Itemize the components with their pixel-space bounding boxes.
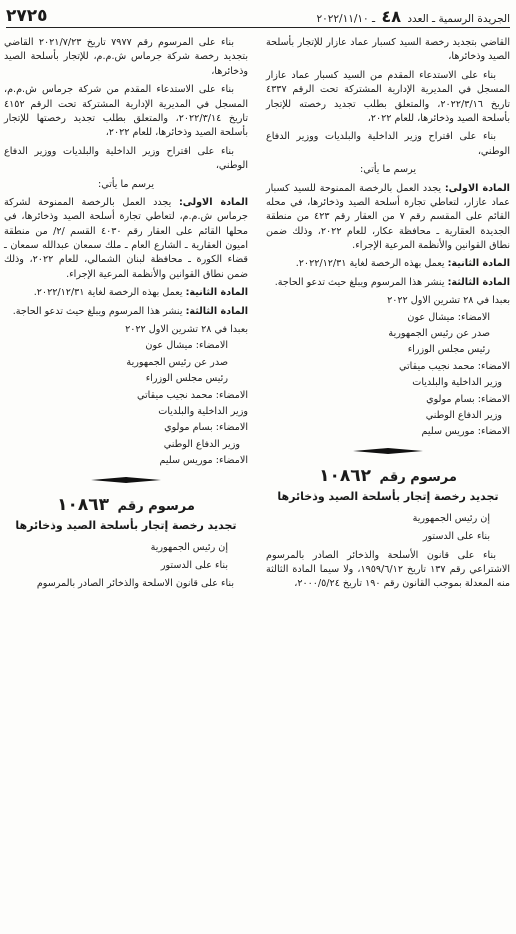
interior-signature: الامضاء: بسام مولوي bbox=[426, 393, 510, 405]
preamble-2: بناء على الاستدعاء المقدم من السيد كسبار عماد عازار المسجل في المديرية الإدارية المشتركة تحت الرقم ٤٣٣٧ تاريخ ٢٠٢٢/٣/١٦، والمتعلق بطلب تجديد رخصته للإتجار بأسلحة الصيد وذخائرها، للعام ٢٠٢٢، bbox=[266, 69, 511, 124]
pm-signature: الامضاء: محمد نجيب ميقاتي bbox=[137, 389, 248, 401]
decree-number: ١٠٨٦٢ bbox=[319, 465, 372, 486]
decree-subject: تجديد رخصة إتجار بأسلحة الصيد وذخائرها bbox=[277, 490, 499, 504]
decree-title bbox=[4, 493, 248, 519]
issue-number: ٤٨ bbox=[381, 6, 401, 26]
decree-label: مرسوم رقم bbox=[379, 469, 457, 485]
signing-date: بعبدا في ٢٨ تشرين الاول ٢٠٢٢ bbox=[387, 295, 510, 307]
gazette-info bbox=[316, 5, 510, 29]
decree-subject: تجديد رخصة إتجار بأسلحة الصيد وذخائرها bbox=[15, 519, 237, 533]
article-2-label: المادة الثانية: bbox=[185, 287, 248, 299]
decree-formula: يرسم ما يأتي: bbox=[97, 178, 155, 190]
article-2-text: يعمل بهذه الرخصة لغاية ٢٠٢٢/١٢/٣١. bbox=[295, 258, 445, 270]
issued-by: صدر عن رئيس الجمهورية bbox=[388, 328, 490, 340]
decree-label: مرسوم رقم bbox=[117, 498, 195, 514]
article-3-text: ينشر هذا المرسوم ويبلغ حيث تدعو الحاجة. bbox=[274, 276, 445, 288]
article-1-label: المادة الاولى: bbox=[178, 196, 248, 208]
article-2-text: يعمل بهذه الرخصة لغاية ٢٠٢٢/١٢/٣١. bbox=[33, 287, 183, 299]
decree-number: ١٠٨٦٣ bbox=[57, 494, 110, 515]
article-2-label: المادة الثانية: bbox=[447, 258, 510, 270]
pm-title: رئيس مجلس الوزراء bbox=[145, 373, 228, 385]
issue-date: ـ ٢٠٢٢/١١/١٠ bbox=[316, 12, 376, 25]
gazette-name: الجريدة الرسمية ـ العدد bbox=[407, 12, 510, 25]
separator-icon bbox=[353, 448, 423, 454]
preamble-2: بناء على الاستدعاء المقدم من شركة جرماس ش.م.م، المسجل في المديرية الإدارية المشتركة تحت الرقم ٤١٥٢ تاريخ ٢٠٢٢/٣/١٤، والمتعلق بطلب تجديد رخصتها للإتجار بأسلحة الصيد وذخائرها، للعام ٢٠٢٢، bbox=[4, 84, 248, 139]
new-decree-line-1: إن رئيس الجمهورية bbox=[412, 512, 490, 524]
page-header bbox=[6, 6, 510, 28]
preamble-3: بناء على اقتراح وزير الداخلية والبلديات ووزير الدفاع الوطني، bbox=[266, 131, 510, 157]
preamble-1: القاضي بتجديد رخصة السيد كسبار عماد عازار للإتجار بأسلحة الصيد وذخائرها، bbox=[266, 37, 510, 63]
preamble-3: بناء على اقتراح وزير الداخلية والبلديات ووزير الدفاع الوطني، bbox=[4, 145, 248, 172]
new-decree-line-1: إن رئيس الجمهورية bbox=[150, 541, 228, 553]
article-1 bbox=[4, 196, 248, 282]
defense-signature: الامضاء: موريس سليم bbox=[421, 426, 510, 438]
article-3 bbox=[266, 276, 510, 290]
article-3-label: المادة الثالثة: bbox=[447, 276, 510, 288]
new-decree-line-2: بناء على الدستور bbox=[422, 531, 490, 543]
new-decree-line-2: بناء على الدستور bbox=[160, 559, 228, 571]
defense-signature: الامضاء: موريس سليم bbox=[159, 455, 248, 467]
article-3-label: المادة الثالثة: bbox=[185, 305, 248, 317]
new-decree-line-3: بناء على قانون الاسلحة والذخائر الصادر بالمرسوم bbox=[36, 578, 234, 590]
article-2 bbox=[266, 257, 510, 271]
page-number: ٢٧٢٥ bbox=[6, 5, 48, 26]
signing-date: بعبدا في ٢٨ تشرين الاول ٢٠٢٢ bbox=[125, 324, 248, 336]
article-1-text: يجدد العمل بالرخصة الممنوحة للسيد كسبار عماد عازار، لتعاطي تجارة أسلحة الصيد وذخائرها، في محله القائم على المقسم رقم ٧ من العقار رقم ٤٢٣ من منطقة الجديدة العقارية ـ محافظة عكار، للعام ٢٠٢٢، وذلك ضمن نطاق القوانين والأنظمة المرعية الإجراء. bbox=[266, 182, 511, 252]
defense-title: وزير الدفاع الوطني bbox=[163, 438, 240, 450]
article-2 bbox=[4, 286, 248, 300]
president-signature: الامضاء: ميشال عون bbox=[407, 311, 490, 323]
article-1-text: يجدد العمل بالرخصة الممنوحة لشركة جرماس ش.م.م، لتعاطي تجارة أسلحة الصيد وذخائرها، في محلها القائم على العقار رقم ٤٠٣٠ القسم /٢/ من منطقة اميون العقارية ـ الشارع العام ـ ملك سمعان عبدالله سمعان ـ قضاء الكورة ـ محافظة لبنان الشمالي، للعام ٢٠٢٢، وذلك ضمن نطاق القوانين والأنظمة المرعية الإجراء. bbox=[4, 196, 249, 280]
article-1 bbox=[266, 182, 510, 254]
preamble-1: بناء على المرسوم رقم ٧٩٧٧ تاريخ ٢٠٢١/٧/٢٣ القاضي بتجديد رخصة شركة جرماس ش.م.م، للإتجار بأسلحة الصيد وذخائرها، bbox=[4, 37, 248, 77]
interior-title: وزير الداخلية والبلديات bbox=[158, 405, 248, 417]
decree-title bbox=[266, 464, 510, 490]
article-3-text: ينشر هذا المرسوم ويبلغ حيث تدعو الحاجة. bbox=[12, 305, 183, 317]
interior-title: وزير الداخلية والبلديات bbox=[412, 377, 502, 389]
decree-formula: يرسم ما يأتي: bbox=[359, 164, 417, 176]
article-3 bbox=[4, 305, 248, 319]
separator-icon bbox=[91, 477, 161, 483]
interior-signature: الامضاء: بسام مولوي bbox=[164, 422, 248, 434]
right-column bbox=[266, 36, 510, 596]
pm-title: رئيس مجلس الوزراء bbox=[407, 344, 490, 356]
defense-title: وزير الدفاع الوطني bbox=[425, 409, 502, 421]
article-1-label: المادة الاولى: bbox=[444, 182, 510, 194]
new-decree-line-3: بناء على قانون الأسلحة والذخائر الصادر بالمرسوم الاشتراعي رقم ١٣٧ تاريخ ١٩٥٩/٦/١٢، ولا سيما المادة الثالثة منه المعدلة بموجب القانون رقم ١٩٠ تاريخ ٢٠٠٠/٥/٢٤، bbox=[266, 549, 510, 590]
president-signature: الامضاء: ميشال عون bbox=[145, 340, 228, 352]
issued-by: صدر عن رئيس الجمهورية bbox=[126, 356, 228, 368]
left-column bbox=[4, 36, 248, 596]
pm-signature: الامضاء: محمد نجيب ميقاتي bbox=[399, 360, 510, 372]
